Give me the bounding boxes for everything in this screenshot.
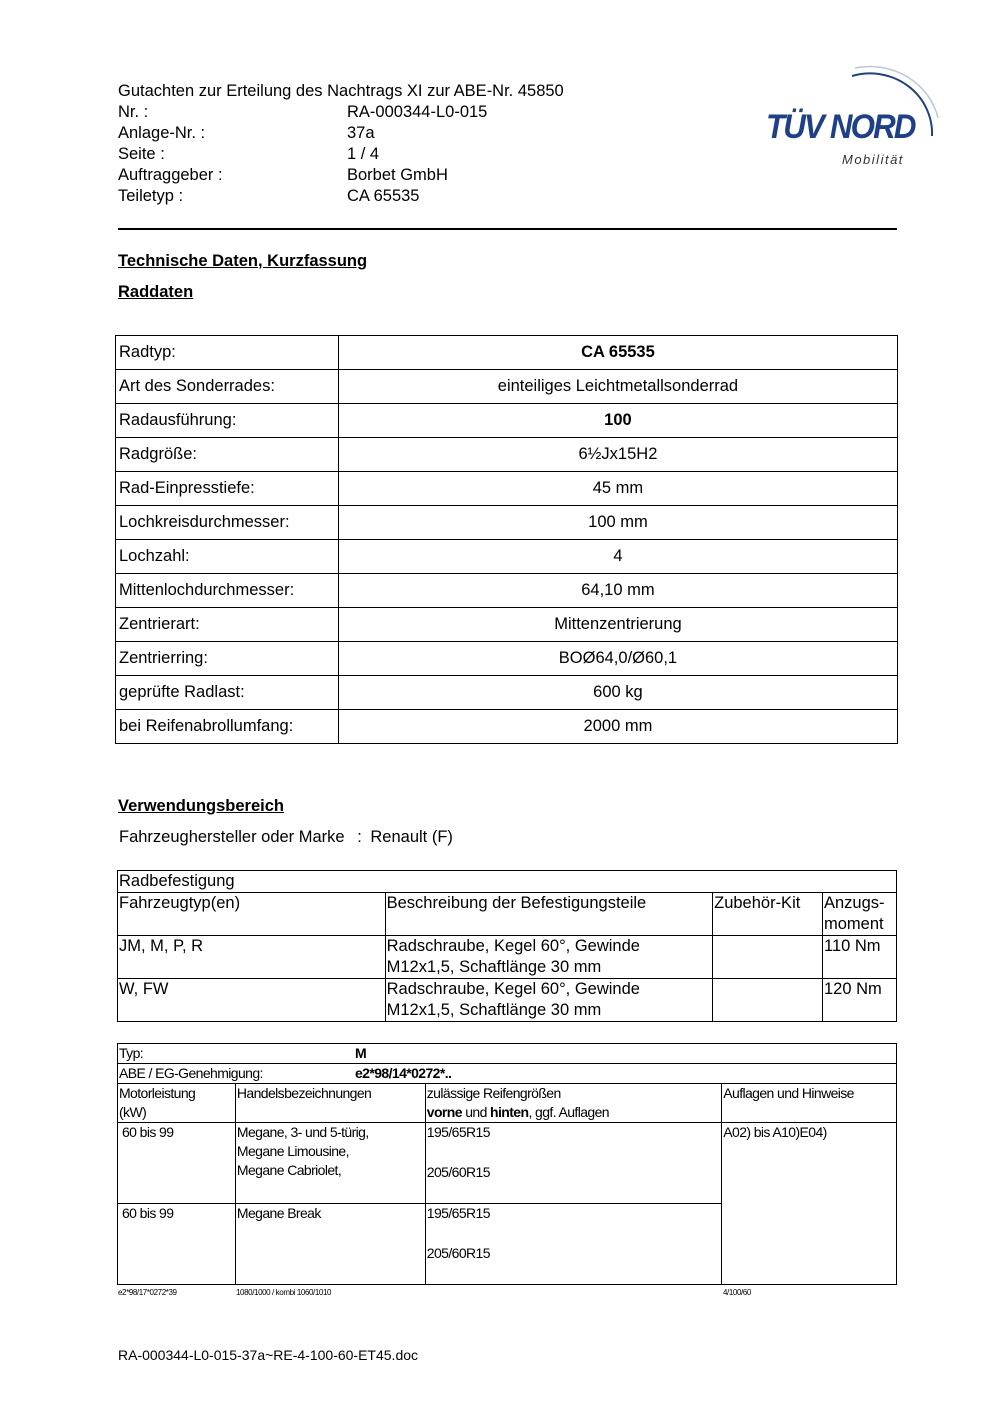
abe-value: e2*98/14*0272*.. bbox=[355, 1065, 452, 1081]
tyres-cell: 195/65R15 205/60R15 bbox=[425, 1204, 721, 1285]
table-row bbox=[118, 979, 897, 1022]
names-cell: Megane, 3- und 5-türig, Megane Limousine, Megane Cabriolet, bbox=[235, 1123, 425, 1204]
col-header: Anzugs- moment bbox=[823, 893, 897, 936]
row-value: 2000 mm bbox=[338, 710, 897, 744]
row-value: CA 65535 bbox=[338, 336, 897, 370]
table-row bbox=[118, 936, 897, 979]
table-row bbox=[116, 472, 898, 506]
hersteller-label: Fahrzeughersteller oder Marke bbox=[119, 828, 345, 846]
table-row bbox=[118, 1123, 897, 1204]
header-row-anlage: Anlage-Nr. : 37a bbox=[118, 124, 375, 142]
footnote-1: e2*98/17*0272*39 bbox=[118, 1288, 177, 1297]
row-label: Zentrierring: bbox=[116, 642, 339, 676]
table-row bbox=[116, 574, 898, 608]
section-title-raddaten: Raddaten bbox=[118, 283, 194, 301]
row-label: Radgröße: bbox=[116, 438, 339, 472]
row-label: Rad-Einpresstiefe: bbox=[116, 472, 339, 506]
raddaten-table bbox=[115, 335, 898, 744]
table-row bbox=[116, 608, 898, 642]
header-row-nr: Nr. : RA-000344-L0-015 bbox=[118, 103, 488, 121]
col-header-motor: Motorleistung (kW) bbox=[118, 1084, 236, 1123]
row-value: Mittenzentrierung bbox=[338, 608, 897, 642]
tuv-nord-logo bbox=[760, 58, 945, 173]
row-value: 600 kg bbox=[338, 676, 897, 710]
col-header-handel: Handelsbezeichnungen bbox=[235, 1084, 425, 1123]
col-header: Zubehör-Kit bbox=[713, 893, 823, 936]
desc-cell: Radschraube, Kegel 60°, Gewinde M12x1,5, Schaftlänge 30 mm bbox=[385, 936, 712, 979]
logo-wordmark: TÜV NORD bbox=[766, 108, 915, 146]
hersteller-line bbox=[119, 828, 453, 847]
footnote-2: 1080/1000 / kombi 1060/1010 bbox=[236, 1288, 332, 1297]
abe-row bbox=[118, 1064, 897, 1084]
names-cell: Megane Break bbox=[235, 1204, 425, 1285]
document-filename: RA-000344-L0-015-37a~RE-4-100-60-ET45.doc bbox=[118, 1347, 419, 1363]
row-label: Lochzahl: bbox=[116, 540, 339, 574]
table-title-row bbox=[118, 871, 897, 893]
hersteller-sep: : bbox=[357, 828, 362, 846]
col-header: Beschreibung der Befestigungsteile bbox=[385, 893, 712, 936]
typ-cell: W, FW bbox=[118, 979, 386, 1022]
typ-table bbox=[117, 1043, 897, 1285]
abe-label: ABE / EG-Genehmigung: bbox=[119, 1065, 263, 1081]
typ-cell: JM, M, P, R bbox=[118, 936, 386, 979]
table-row bbox=[116, 404, 898, 438]
row-label: Lochkreisdurchmesser: bbox=[116, 506, 339, 540]
col-header: Fahrzeugtyp(en) bbox=[118, 893, 386, 936]
befestigung-title: Radbefestigung bbox=[118, 871, 897, 893]
typ-label: Typ: bbox=[119, 1045, 144, 1061]
row-value: BOØ64,0/Ø60,1 bbox=[338, 642, 897, 676]
row-value: 4 bbox=[338, 540, 897, 574]
befestigung-table bbox=[117, 870, 897, 1022]
table-row bbox=[116, 506, 898, 540]
row-label: Radausführung: bbox=[116, 404, 339, 438]
typ-value: M bbox=[355, 1045, 367, 1061]
moment-cell: 110 Nm bbox=[823, 936, 897, 979]
row-value: 100 bbox=[338, 404, 897, 438]
moment-cell: 120 Nm bbox=[823, 979, 897, 1022]
col-header-auflagen: Auflagen und Hinweise bbox=[722, 1084, 897, 1123]
table-row bbox=[116, 642, 898, 676]
header-row-seite: Seite : 1 / 4 bbox=[118, 145, 380, 163]
header-row-auftraggeber: Auftraggeber : Borbet GmbH bbox=[118, 166, 448, 184]
table-row bbox=[116, 676, 898, 710]
kw-cell: 60 bis 99 bbox=[118, 1204, 236, 1285]
document-title: Gutachten zur Erteilung des Nachtrags XI zur ABE-Nr. 45850 bbox=[118, 82, 564, 100]
table-row bbox=[116, 438, 898, 472]
row-value: einteiliges Leichtmetallsonderrad bbox=[338, 370, 897, 404]
table-row bbox=[116, 336, 898, 370]
row-label: bei Reifenabrollumfang: bbox=[116, 710, 339, 744]
row-value: 6½Jx15H2 bbox=[338, 438, 897, 472]
table-row bbox=[116, 370, 898, 404]
desc-cell: Radschraube, Kegel 60°, Gewinde M12x1,5, Schaftlänge 30 mm bbox=[385, 979, 712, 1022]
kw-cell: 60 bis 99 bbox=[118, 1123, 236, 1204]
row-value: 100 mm bbox=[338, 506, 897, 540]
typ-row bbox=[118, 1044, 897, 1064]
table-header-row bbox=[118, 1084, 897, 1123]
table-row bbox=[116, 710, 898, 744]
row-value: 64,10 mm bbox=[338, 574, 897, 608]
row-label: Radtyp: bbox=[116, 336, 339, 370]
row-label: geprüfte Radlast: bbox=[116, 676, 339, 710]
row-value: 45 mm bbox=[338, 472, 897, 506]
tyres-cell: 195/65R15 205/60R15 bbox=[425, 1123, 721, 1204]
kit-cell bbox=[713, 936, 823, 979]
document-header bbox=[118, 81, 678, 207]
col-header-reifen: zulässige Reifengrößen vorne und hinten, ggf. Auflagen bbox=[425, 1084, 721, 1123]
footnote-3: 4/100/60 bbox=[723, 1288, 751, 1297]
logo-subtitle: Mobilität bbox=[842, 152, 904, 167]
section-title-tech: Technische Daten, Kurzfassung bbox=[118, 252, 368, 270]
row-label: Mittenlochdurchmesser: bbox=[116, 574, 339, 608]
row-label: Art des Sonderrades: bbox=[116, 370, 339, 404]
kit-cell bbox=[713, 979, 823, 1022]
section-title-verwendung: Verwendungsbereich bbox=[118, 797, 284, 815]
hersteller-value: Renault (F) bbox=[370, 828, 453, 846]
header-row-teiletyp: Teiletyp : CA 65535 bbox=[118, 187, 420, 205]
row-label: Zentrierart: bbox=[116, 608, 339, 642]
table-header-row bbox=[118, 893, 897, 936]
header-divider bbox=[118, 228, 897, 230]
auflagen-cell: A02) bis A10)E04) bbox=[722, 1123, 897, 1285]
table-row bbox=[116, 540, 898, 574]
